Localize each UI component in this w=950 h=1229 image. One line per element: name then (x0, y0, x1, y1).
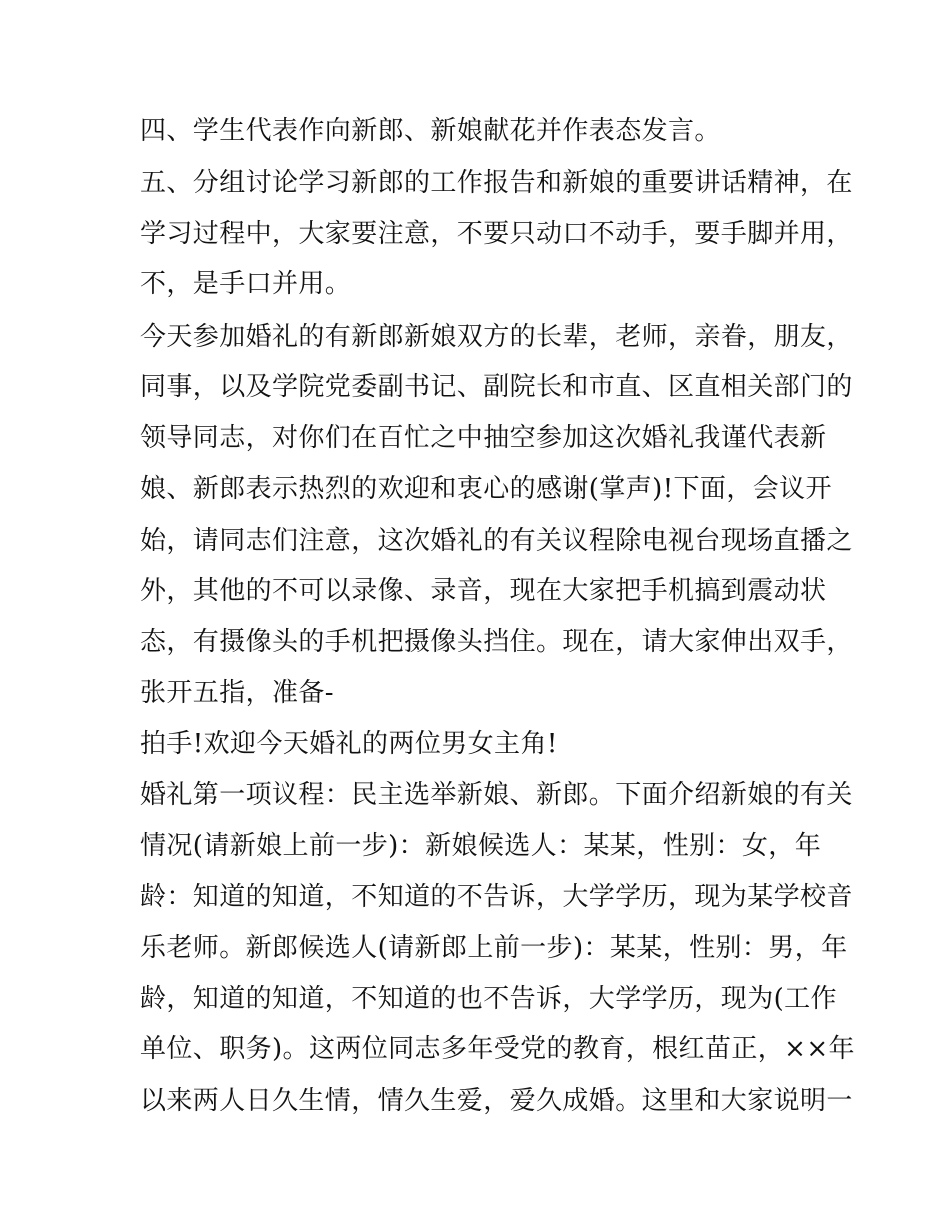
text-line: 四、学生代表作向新郎、新娘献花并作表态发言。 (140, 116, 721, 146)
text-line: 娘、新郎表示热烈的欢迎和衷心的感谢(掌声)!下面，会议开 (140, 474, 832, 504)
text-line: 态，有摄像头的手机把摄像头挡住。现在，请大家伸出双手， (140, 627, 853, 657)
text-line: 始，请同志们注意，这次婚礼的有关议程除电视台现场直播之 (140, 526, 853, 556)
text-line: 龄：知道的知道，不知道的不告诉，大学学历，现为某学校音 (140, 882, 853, 912)
text-line: 拍手!欢迎今天婚礼的两位男女主角! (140, 729, 558, 759)
text-line: 婚礼第一项议程：民主选举新娘、新郎。下面介绍新娘的有关 (140, 780, 853, 810)
text-line: 龄，知道的知道，不知道的也不告诉，大学学历，现为(工作 (140, 984, 837, 1014)
text-line: 不，是手口并用。 (140, 269, 352, 299)
text-line: 同事，以及学院党委副书记、副院长和市直、区直相关部门的 (140, 372, 853, 402)
text-line: 情况(请新娘上前一步)：新娘候选人：某某，性别：女，年 (140, 831, 822, 861)
text-line: 以来两人日久生情，情久生爱，爱久成婚。这里和大家说明一 (140, 1086, 853, 1116)
text-line: 外，其他的不可以录像、录音，现在大家把手机搞到震动状 (140, 576, 827, 606)
text-line: 张开五指，准备- (140, 678, 334, 708)
text-line: 今天参加婚礼的有新郎新娘双方的长辈，老师，亲眷，朋友， (140, 322, 853, 352)
text-line: 乐老师。新郎候选人(请新郎上前一步)：某某，性别：男，年 (140, 933, 848, 963)
text-line: 五、分组讨论学习新郎的工作报告和新娘的重要讲话精神，在 (140, 168, 853, 198)
text-line: 领导同志，对你们在百忙之中抽空参加这次婚礼我谨代表新 (140, 423, 827, 453)
text-line: 学习过程中，大家要注意，不要只动口不动手，要手脚并用， (140, 219, 853, 249)
text-line: 单位、职务)。这两位同志多年受党的教育，根红苗正，××年 (140, 1034, 855, 1064)
